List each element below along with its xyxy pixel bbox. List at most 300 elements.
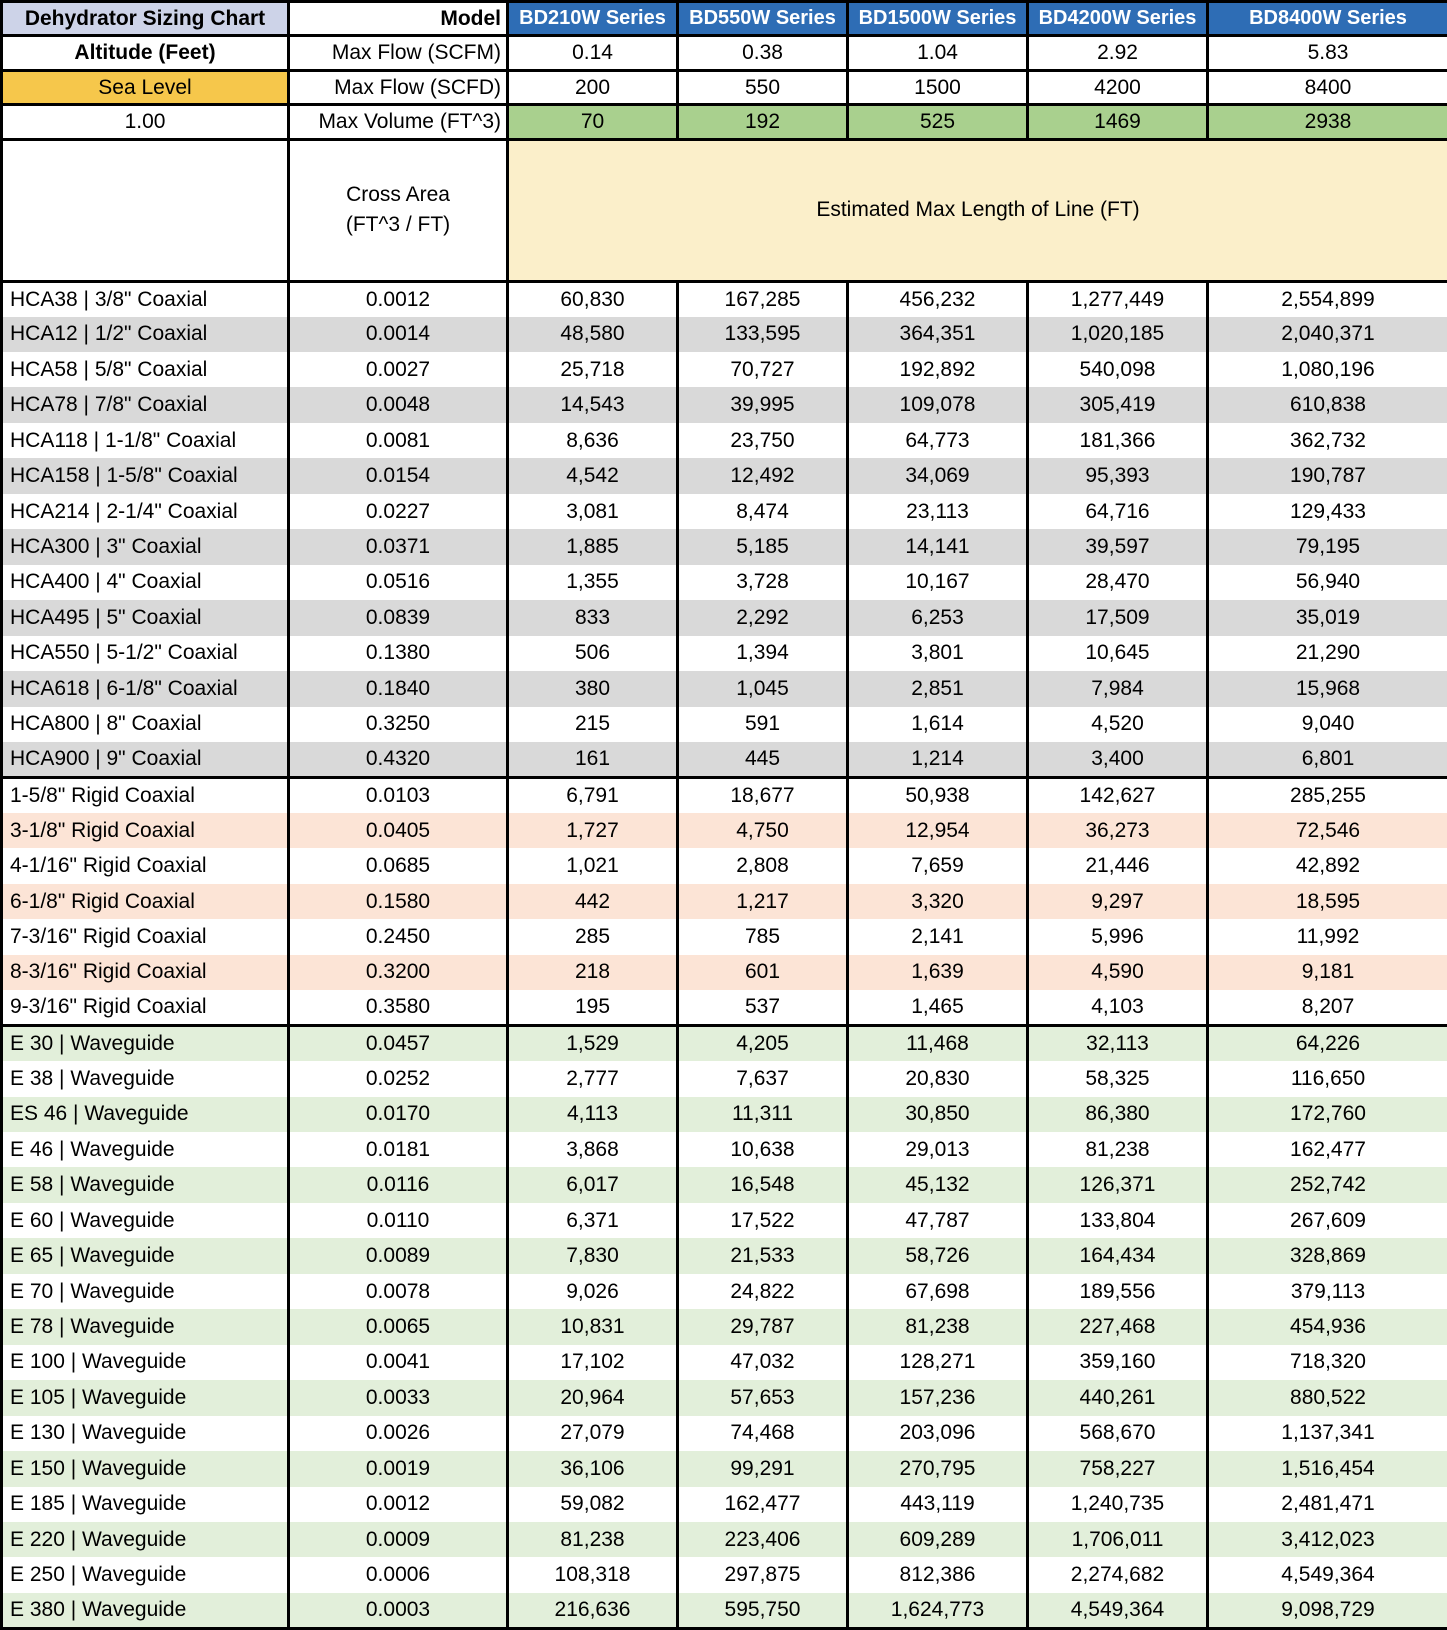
max-flow-scfd-label: Max Flow (SCFD)	[289, 70, 508, 104]
length-value-cell: 328,869	[1208, 1238, 1447, 1273]
model-label: Model	[289, 2, 508, 36]
row-label-cell: HCA495 | 5" Coaxial	[2, 600, 289, 635]
cross-area-cell: 0.0078	[289, 1274, 508, 1309]
cross-area-cell: 0.0014	[289, 317, 508, 352]
header-row-scfd	[2, 70, 1447, 104]
length-value-cell: 445	[678, 742, 848, 777]
length-value-cell: 2,777	[508, 1061, 678, 1096]
length-value-cell: 17,509	[1028, 600, 1208, 635]
header-row-volume	[2, 105, 1447, 139]
length-value-cell: 67,698	[848, 1274, 1028, 1309]
cross-area-cell: 0.0006	[289, 1557, 508, 1592]
length-value-cell: 454,936	[1208, 1309, 1447, 1344]
series-header-bd210w: BD210W Series	[508, 2, 678, 36]
length-value-cell: 24,822	[678, 1274, 848, 1309]
altitude-label: Altitude (Feet)	[2, 36, 289, 70]
length-value-cell: 10,645	[1028, 636, 1208, 671]
length-value-cell: 380	[508, 671, 678, 706]
length-value-cell: 28,470	[1028, 565, 1208, 600]
row-label-cell: E 150 | Waveguide	[2, 1451, 289, 1486]
length-value-cell: 8,474	[678, 494, 848, 529]
length-value-cell: 21,446	[1028, 848, 1208, 883]
length-value-cell: 223,406	[678, 1522, 848, 1557]
length-value-cell: 540,098	[1028, 352, 1208, 387]
length-value-cell: 285,255	[1208, 777, 1447, 812]
length-value-cell: 9,181	[1208, 955, 1447, 990]
length-value-cell: 3,868	[508, 1132, 678, 1167]
row-label-cell: HCA800 | 8" Coaxial	[2, 707, 289, 742]
length-value-cell: 609,289	[848, 1522, 1028, 1557]
row-label-cell: 4-1/16" Rigid Coaxial	[2, 848, 289, 883]
length-value-cell: 359,160	[1028, 1345, 1208, 1380]
scfd-value-cell: 8400	[1208, 70, 1447, 104]
scfd-value-cell: 4200	[1028, 70, 1208, 104]
length-value-cell: 20,964	[508, 1380, 678, 1415]
length-value-cell: 72,546	[1208, 813, 1447, 848]
table-row	[2, 281, 1447, 316]
length-value-cell: 7,830	[508, 1238, 678, 1273]
cross-area-header-line1: Cross Area	[346, 182, 450, 206]
length-value-cell: 36,273	[1028, 813, 1208, 848]
table-row	[2, 990, 1447, 1025]
table-row	[2, 1593, 1447, 1629]
length-value-cell: 718,320	[1208, 1345, 1447, 1380]
cross-area-cell: 0.0839	[289, 600, 508, 635]
table-row	[2, 565, 1447, 600]
cross-area-cell: 0.0027	[289, 352, 508, 387]
row-label-cell: HCA38 | 3/8" Coaxial	[2, 281, 289, 316]
length-value-cell: 5,185	[678, 529, 848, 564]
length-value-cell: 74,468	[678, 1416, 848, 1451]
scfm-value-cell: 2.92	[1028, 36, 1208, 70]
cross-area-cell: 0.0048	[289, 387, 508, 422]
length-value-cell: 181,366	[1028, 423, 1208, 458]
row-label-cell: HCA550 | 5-1/2" Coaxial	[2, 636, 289, 671]
length-value-cell: 1,614	[848, 707, 1028, 742]
length-value-cell: 36,106	[508, 1451, 678, 1486]
cross-area-cell: 0.0110	[289, 1203, 508, 1238]
length-value-cell: 172,760	[1208, 1097, 1447, 1132]
row-label-cell: HCA78 | 7/8" Coaxial	[2, 387, 289, 422]
cross-area-cell: 0.0081	[289, 423, 508, 458]
header-row-scfm	[2, 36, 1447, 70]
length-value-cell: 1,394	[678, 636, 848, 671]
length-value-cell: 58,726	[848, 1238, 1028, 1273]
length-value-cell: 128,271	[848, 1345, 1028, 1380]
length-value-cell: 610,838	[1208, 387, 1447, 422]
length-value-cell: 29,787	[678, 1309, 848, 1344]
cross-area-cell: 0.3250	[289, 707, 508, 742]
length-value-cell: 4,103	[1028, 990, 1208, 1025]
length-value-cell: 64,716	[1028, 494, 1208, 529]
length-value-cell: 14,543	[508, 387, 678, 422]
row-label-cell: E 46 | Waveguide	[2, 1132, 289, 1167]
length-value-cell: 252,742	[1208, 1167, 1447, 1202]
cross-area-cell: 0.1840	[289, 671, 508, 706]
row-label-cell: E 30 | Waveguide	[2, 1026, 289, 1061]
length-value-cell: 164,434	[1028, 1238, 1208, 1273]
length-value-cell: 4,113	[508, 1097, 678, 1132]
cross-area-cell: 0.0227	[289, 494, 508, 529]
length-value-cell: 95,393	[1028, 458, 1208, 493]
length-value-cell: 192,892	[848, 352, 1028, 387]
length-value-cell: 285	[508, 919, 678, 954]
length-value-cell: 108,318	[508, 1557, 678, 1592]
table-row	[2, 1380, 1447, 1415]
table-row	[2, 1274, 1447, 1309]
scfd-value-cell: 1500	[848, 70, 1028, 104]
table-row	[2, 423, 1447, 458]
table-row	[2, 742, 1447, 777]
length-value-cell: 6,017	[508, 1167, 678, 1202]
length-value-cell: 2,851	[848, 671, 1028, 706]
cross-area-cell: 0.0116	[289, 1167, 508, 1202]
cross-area-cell: 0.0009	[289, 1522, 508, 1557]
length-value-cell: 1,020,185	[1028, 317, 1208, 352]
length-value-cell: 216,636	[508, 1593, 678, 1629]
scfd-value-cell: 550	[678, 70, 848, 104]
length-value-cell: 9,297	[1028, 884, 1208, 919]
table-row	[2, 1451, 1447, 1486]
length-value-cell: 11,311	[678, 1097, 848, 1132]
row-label-cell: E 185 | Waveguide	[2, 1487, 289, 1522]
series-header-bd1500w: BD1500W Series	[848, 2, 1028, 36]
length-value-cell: 70,727	[678, 352, 848, 387]
length-value-cell: 1,529	[508, 1026, 678, 1061]
length-value-cell: 785	[678, 919, 848, 954]
cross-area-cell: 0.1580	[289, 884, 508, 919]
length-value-cell: 4,542	[508, 458, 678, 493]
cross-area-cell: 0.0019	[289, 1451, 508, 1486]
length-value-cell: 305,419	[1028, 387, 1208, 422]
length-value-cell: 79,195	[1208, 529, 1447, 564]
length-value-cell: 537	[678, 990, 848, 1025]
length-value-cell: 57,653	[678, 1380, 848, 1415]
cross-area-cell: 0.0012	[289, 281, 508, 316]
length-value-cell: 21,290	[1208, 636, 1447, 671]
table-row	[2, 317, 1447, 352]
cross-area-cell: 0.0003	[289, 1593, 508, 1629]
cross-area-cell: 0.0371	[289, 529, 508, 564]
cross-area-cell: 0.0065	[289, 1309, 508, 1344]
cross-area-cell: 0.0089	[289, 1238, 508, 1273]
length-value-cell: 1,240,735	[1028, 1487, 1208, 1522]
length-value-cell: 32,113	[1028, 1026, 1208, 1061]
length-value-cell: 227,468	[1028, 1309, 1208, 1344]
table-row	[2, 777, 1447, 812]
length-value-cell: 10,638	[678, 1132, 848, 1167]
row-label-cell: E 70 | Waveguide	[2, 1274, 289, 1309]
length-value-cell: 3,728	[678, 565, 848, 600]
row-label-cell: HCA158 | 1-5/8" Coaxial	[2, 458, 289, 493]
cross-area-cell: 0.0457	[289, 1026, 508, 1061]
length-value-cell: 162,477	[1208, 1132, 1447, 1167]
volume-value-cell: 1469	[1028, 105, 1208, 139]
row-label-cell: 1-5/8" Rigid Coaxial	[2, 777, 289, 812]
length-value-cell: 81,238	[508, 1522, 678, 1557]
cross-area-cell: 0.0026	[289, 1416, 508, 1451]
length-value-cell: 1,516,454	[1208, 1451, 1447, 1486]
length-value-cell: 2,292	[678, 600, 848, 635]
row-label-cell: 3-1/8" Rigid Coaxial	[2, 813, 289, 848]
length-value-cell: 6,801	[1208, 742, 1447, 777]
table-row	[2, 919, 1447, 954]
volume-value-cell: 525	[848, 105, 1028, 139]
length-value-cell: 167,285	[678, 281, 848, 316]
length-value-cell: 1,639	[848, 955, 1028, 990]
cross-area-cell: 0.0041	[289, 1345, 508, 1380]
length-value-cell: 218	[508, 955, 678, 990]
cross-area-band-row	[2, 139, 1447, 281]
length-value-cell: 215	[508, 707, 678, 742]
length-value-cell: 109,078	[848, 387, 1028, 422]
row-label-cell: E 100 | Waveguide	[2, 1345, 289, 1380]
table-row	[2, 352, 1447, 387]
length-value-cell: 1,214	[848, 742, 1028, 777]
table-row	[2, 671, 1447, 706]
table-row	[2, 848, 1447, 883]
row-label-cell: E 130 | Waveguide	[2, 1416, 289, 1451]
length-value-cell: 11,992	[1208, 919, 1447, 954]
length-value-cell: 195	[508, 990, 678, 1025]
length-value-cell: 1,277,449	[1028, 281, 1208, 316]
row-label-cell: HCA58 | 5/8" Coaxial	[2, 352, 289, 387]
length-value-cell: 833	[508, 600, 678, 635]
cross-area-cell: 0.0170	[289, 1097, 508, 1132]
length-value-cell: 30,850	[848, 1097, 1028, 1132]
length-value-cell: 568,670	[1028, 1416, 1208, 1451]
length-value-cell: 2,040,371	[1208, 317, 1447, 352]
scfm-value-cell: 1.04	[848, 36, 1028, 70]
table-row	[2, 1061, 1447, 1096]
row-label-cell: HCA400 | 4" Coaxial	[2, 565, 289, 600]
length-value-cell: 442	[508, 884, 678, 919]
length-value-cell: 129,433	[1208, 494, 1447, 529]
length-value-cell: 1,355	[508, 565, 678, 600]
table-row	[2, 636, 1447, 671]
length-value-cell: 9,098,729	[1208, 1593, 1447, 1629]
length-value-cell: 116,650	[1208, 1061, 1447, 1096]
cross-area-cell: 0.0252	[289, 1061, 508, 1096]
length-value-cell: 14,141	[848, 529, 1028, 564]
length-value-cell: 34,069	[848, 458, 1028, 493]
length-value-cell: 27,079	[508, 1416, 678, 1451]
length-value-cell: 591	[678, 707, 848, 742]
length-value-cell: 601	[678, 955, 848, 990]
length-value-cell: 297,875	[678, 1557, 848, 1592]
length-value-cell: 23,113	[848, 494, 1028, 529]
table-row	[2, 1026, 1447, 1061]
length-value-cell: 362,732	[1208, 423, 1447, 458]
row-label-cell: E 380 | Waveguide	[2, 1593, 289, 1629]
length-value-cell: 270,795	[848, 1451, 1028, 1486]
cross-area-header	[289, 139, 508, 281]
page-title: Dehydrator Sizing Chart	[2, 2, 289, 36]
length-value-cell: 3,801	[848, 636, 1028, 671]
length-value-cell: 12,954	[848, 813, 1028, 848]
scfm-value-cell: 0.14	[508, 36, 678, 70]
length-value-cell: 4,590	[1028, 955, 1208, 990]
length-value-cell: 58,325	[1028, 1061, 1208, 1096]
length-value-cell: 3,400	[1028, 742, 1208, 777]
length-value-cell: 4,750	[678, 813, 848, 848]
row-label-cell: 8-3/16" Rigid Coaxial	[2, 955, 289, 990]
row-label-cell: E 38 | Waveguide	[2, 1061, 289, 1096]
length-value-cell: 81,238	[1028, 1132, 1208, 1167]
max-flow-scfm-label: Max Flow (SCFM)	[289, 36, 508, 70]
volume-value-cell: 70	[508, 105, 678, 139]
length-value-cell: 39,597	[1028, 529, 1208, 564]
length-value-cell: 10,167	[848, 565, 1028, 600]
cross-area-cell: 0.3200	[289, 955, 508, 990]
row-label-cell: E 65 | Waveguide	[2, 1238, 289, 1273]
table-row	[2, 600, 1447, 635]
length-value-cell: 4,205	[678, 1026, 848, 1061]
length-value-cell: 157,236	[848, 1380, 1028, 1415]
length-value-cell: 2,808	[678, 848, 848, 883]
length-value-cell: 11,468	[848, 1026, 1028, 1061]
length-value-cell: 3,081	[508, 494, 678, 529]
series-header-bd550w: BD550W Series	[678, 2, 848, 36]
length-value-cell: 64,773	[848, 423, 1028, 458]
length-value-cell: 189,556	[1028, 1274, 1208, 1309]
length-value-cell: 1,885	[508, 529, 678, 564]
length-value-cell: 133,595	[678, 317, 848, 352]
length-value-cell: 86,380	[1028, 1097, 1208, 1132]
length-value-cell: 60,830	[508, 281, 678, 316]
length-value-cell: 4,520	[1028, 707, 1208, 742]
length-value-cell: 1,706,011	[1028, 1522, 1208, 1557]
length-value-cell: 29,013	[848, 1132, 1028, 1167]
table-row	[2, 387, 1447, 422]
table-row	[2, 1522, 1447, 1557]
row-label-cell: E 220 | Waveguide	[2, 1522, 289, 1557]
data-rows	[2, 281, 1447, 1628]
length-value-cell: 12,492	[678, 458, 848, 493]
table-row	[2, 707, 1447, 742]
cross-area-cell: 0.0103	[289, 777, 508, 812]
length-value-cell: 6,253	[848, 600, 1028, 635]
length-value-cell: 56,940	[1208, 565, 1447, 600]
length-value-cell: 25,718	[508, 352, 678, 387]
length-value-cell: 1,021	[508, 848, 678, 883]
length-value-cell: 3,320	[848, 884, 1028, 919]
length-value-cell: 2,554,899	[1208, 281, 1447, 316]
cross-area-cell: 0.3580	[289, 990, 508, 1025]
length-value-cell: 17,102	[508, 1345, 678, 1380]
length-value-cell: 2,274,682	[1028, 1557, 1208, 1592]
length-value-cell: 3,412,023	[1208, 1522, 1447, 1557]
length-value-cell: 7,637	[678, 1061, 848, 1096]
length-value-cell: 4,549,364	[1028, 1593, 1208, 1629]
length-value-cell: 10,831	[508, 1309, 678, 1344]
length-value-cell: 99,291	[678, 1451, 848, 1486]
length-value-cell: 21,533	[678, 1238, 848, 1273]
table-row	[2, 1557, 1447, 1592]
cross-area-cell: 0.0405	[289, 813, 508, 848]
length-value-cell: 162,477	[678, 1487, 848, 1522]
length-value-cell: 1,727	[508, 813, 678, 848]
length-value-cell: 1,137,341	[1208, 1416, 1447, 1451]
length-value-cell: 8,636	[508, 423, 678, 458]
length-value-cell: 23,750	[678, 423, 848, 458]
length-value-cell: 758,227	[1028, 1451, 1208, 1486]
length-value-cell: 81,238	[848, 1309, 1028, 1344]
length-value-cell: 9,040	[1208, 707, 1447, 742]
length-value-cell: 7,659	[848, 848, 1028, 883]
row-label-cell: HCA118 | 1-1/8" Coaxial	[2, 423, 289, 458]
volume-value-cell: 2938	[1208, 105, 1447, 139]
length-value-cell: 126,371	[1028, 1167, 1208, 1202]
length-value-cell: 443,119	[848, 1487, 1028, 1522]
length-value-cell: 8,207	[1208, 990, 1447, 1025]
cross-area-cell: 0.0033	[289, 1380, 508, 1415]
table-row	[2, 1416, 1447, 1451]
length-value-cell: 161	[508, 742, 678, 777]
length-value-cell: 1,217	[678, 884, 848, 919]
length-value-cell: 64,226	[1208, 1026, 1447, 1061]
cross-area-cell: 0.0012	[289, 1487, 508, 1522]
length-value-cell: 133,804	[1028, 1203, 1208, 1238]
cross-area-header-line2: (FT^3 / FT)	[345, 213, 451, 237]
cross-area-cell: 0.4320	[289, 742, 508, 777]
row-label-cell: HCA214 | 2-1/4" Coaxial	[2, 494, 289, 529]
series-header-bd8400w: BD8400W Series	[1208, 2, 1447, 36]
table-row	[2, 955, 1447, 990]
row-label-cell: 7-3/16" Rigid Coaxial	[2, 919, 289, 954]
scfd-value-cell: 200	[508, 70, 678, 104]
length-value-cell: 6,791	[508, 777, 678, 812]
length-value-cell: 47,032	[678, 1345, 848, 1380]
row-label-cell: E 78 | Waveguide	[2, 1309, 289, 1344]
length-value-cell: 190,787	[1208, 458, 1447, 493]
altitude-factor-cell: 1.00	[2, 105, 289, 139]
cross-area-cell: 0.0516	[289, 565, 508, 600]
cross-area-cell: 0.0181	[289, 1132, 508, 1167]
table-row	[2, 884, 1447, 919]
row-label-cell: HCA618 | 6-1/8" Coaxial	[2, 671, 289, 706]
length-value-cell: 45,132	[848, 1167, 1028, 1202]
row-label-cell: ES 46 | Waveguide	[2, 1097, 289, 1132]
length-value-cell: 50,938	[848, 777, 1028, 812]
table-row	[2, 458, 1447, 493]
length-value-cell: 506	[508, 636, 678, 671]
length-value-cell: 7,984	[1028, 671, 1208, 706]
length-value-cell: 39,995	[678, 387, 848, 422]
length-value-cell: 20,830	[848, 1061, 1028, 1096]
length-value-cell: 267,609	[1208, 1203, 1447, 1238]
length-value-cell: 203,096	[848, 1416, 1028, 1451]
length-value-cell: 18,677	[678, 777, 848, 812]
length-value-cell: 2,141	[848, 919, 1028, 954]
length-value-cell: 35,019	[1208, 600, 1447, 635]
length-value-cell: 48,580	[508, 317, 678, 352]
cross-area-cell: 0.2450	[289, 919, 508, 954]
table-row	[2, 494, 1447, 529]
length-value-cell: 1,045	[678, 671, 848, 706]
length-value-cell: 2,481,471	[1208, 1487, 1447, 1522]
row-label-cell: 6-1/8" Rigid Coaxial	[2, 884, 289, 919]
length-value-cell: 595,750	[678, 1593, 848, 1629]
length-value-cell: 42,892	[1208, 848, 1447, 883]
cross-area-cell: 0.0685	[289, 848, 508, 883]
table-row	[2, 1238, 1447, 1273]
length-value-cell: 16,548	[678, 1167, 848, 1202]
table-row	[2, 1487, 1447, 1522]
scfm-value-cell: 5.83	[1208, 36, 1447, 70]
length-value-cell: 6,371	[508, 1203, 678, 1238]
table-row	[2, 1097, 1447, 1132]
